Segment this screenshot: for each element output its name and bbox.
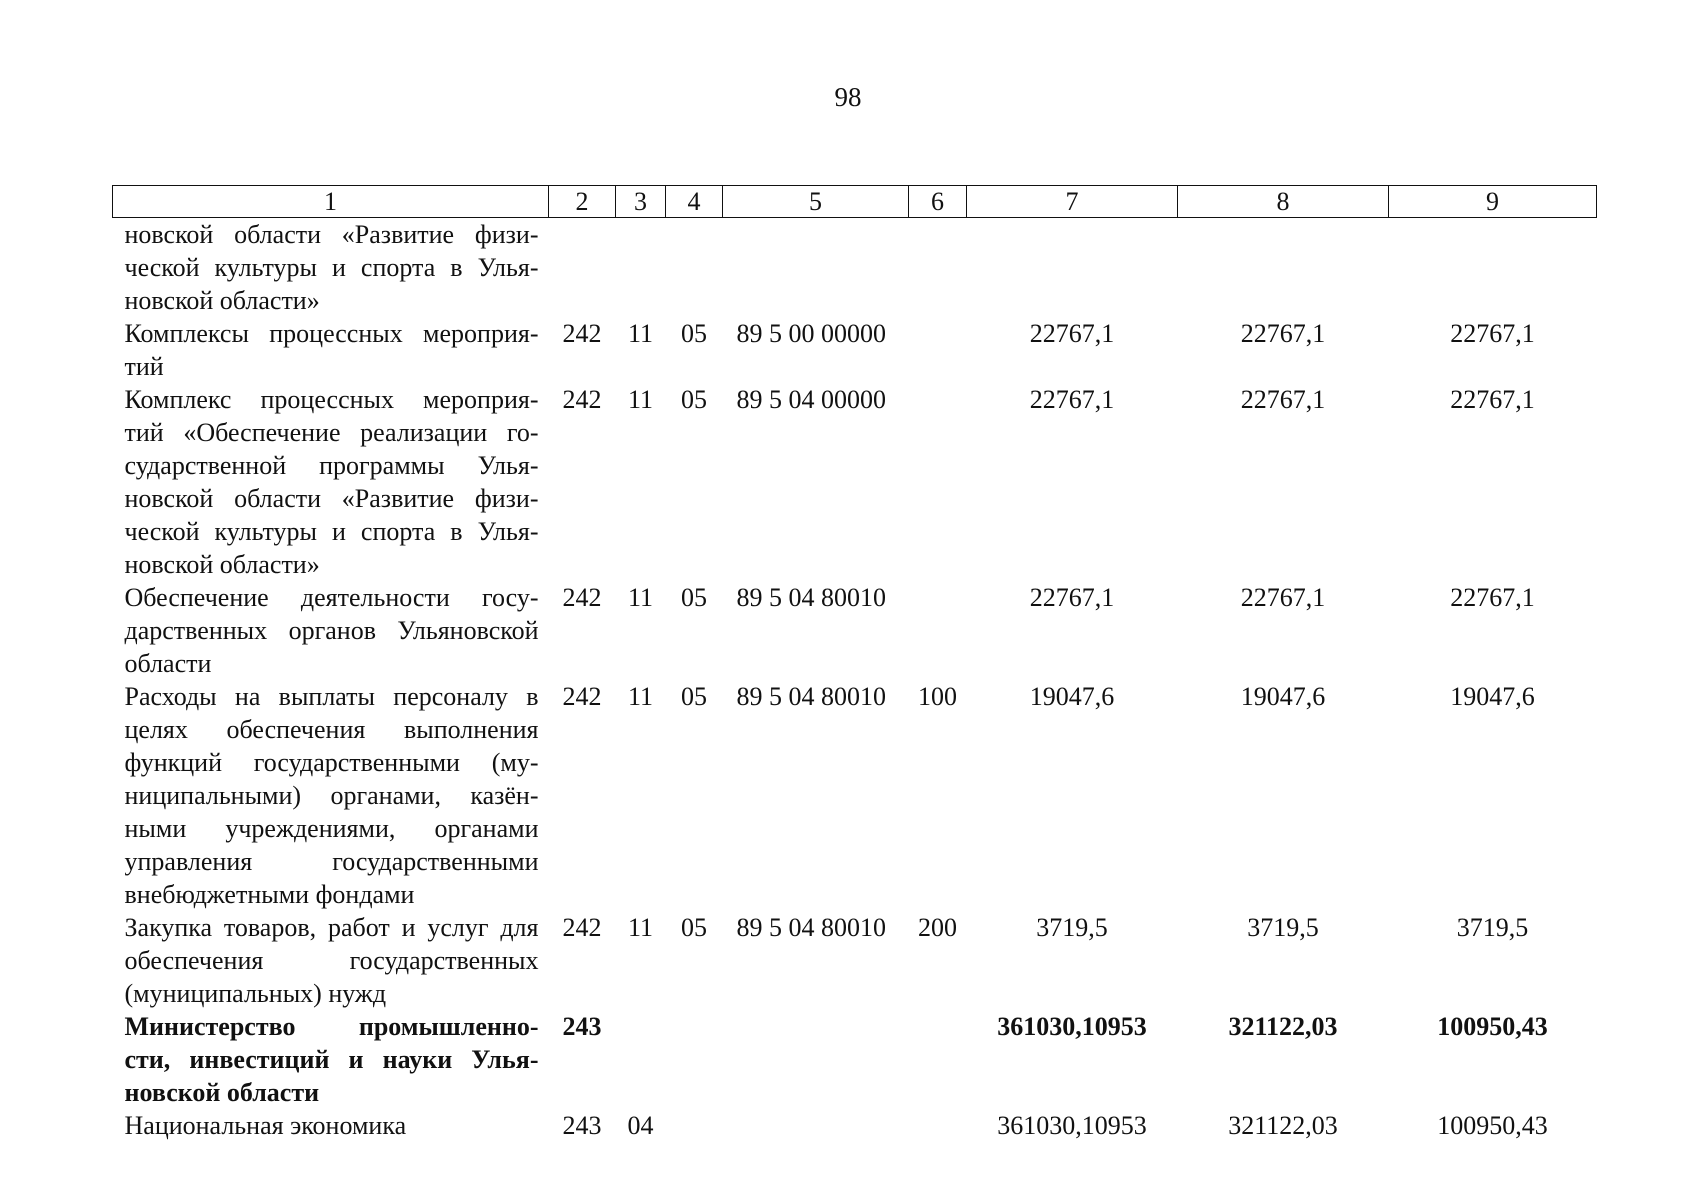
row-name-line: ческой культуры и спорта в Улья- <box>124 517 539 546</box>
row-name-line: Обеспечение деятельности госу- <box>124 583 539 612</box>
table-body <box>113 218 1597 1143</box>
row-name-line: сти, инвестиций и науки Улья- <box>124 1045 539 1074</box>
row-name <box>113 581 549 680</box>
col-section-code: 04 <box>627 1111 654 1140</box>
header-col-3: 3 <box>616 186 666 218</box>
row-name <box>113 911 549 1010</box>
col-amount-8: 22767,1 <box>1240 319 1326 348</box>
col-amount-7: 22767,1 <box>1029 583 1115 612</box>
header-col-4: 4 <box>666 186 723 218</box>
col-subsection-code: 05 <box>681 583 707 612</box>
col-target-article: 89 5 04 00000 <box>736 385 886 414</box>
col-amount-7: 361030,10953 <box>997 1012 1147 1041</box>
col-amount-9: 100950,43 <box>1437 1012 1548 1041</box>
row-name <box>113 1010 549 1109</box>
col-amount-8: 19047,6 <box>1240 682 1326 711</box>
col-subsection-code <box>666 218 723 318</box>
col-expense-type <box>909 1010 967 1109</box>
col-section-code: 11 <box>627 682 654 711</box>
col-expense-type <box>909 581 967 680</box>
row-name-line: новской области» <box>124 286 320 315</box>
col-subsection-code: 05 <box>681 319 707 348</box>
budget-table <box>112 185 1597 1142</box>
col-section-code <box>616 218 666 318</box>
row-name-line: функций государственными (му- <box>124 748 539 777</box>
col-target-article: 89 5 04 80010 <box>736 583 886 612</box>
header-col-5: 5 <box>723 186 909 218</box>
col-amount-8: 22767,1 <box>1240 385 1326 414</box>
col-amount-9: 100950,43 <box>1437 1111 1548 1140</box>
col-ministry-code: 242 <box>562 583 602 612</box>
col-amount-9: 22767,1 <box>1450 385 1535 414</box>
col-ministry-code: 242 <box>562 913 602 942</box>
row-name-line: тий «Обеспечение реализации го- <box>124 418 539 447</box>
col-target-article <box>723 1010 909 1109</box>
col-amount-7 <box>967 218 1178 318</box>
col-expense-type <box>909 383 967 581</box>
col-target-article: 89 5 04 80010 <box>736 913 886 942</box>
header-col-1: 1 <box>113 186 549 218</box>
row-name-line: Закупка товаров, работ и услуг для <box>124 913 539 942</box>
col-ministry-code: 242 <box>562 385 602 414</box>
col-amount-8: 321122,03 <box>1228 1012 1338 1041</box>
row-name-line: ческой культуры и спорта в Улья- <box>124 253 539 282</box>
col-target-article <box>723 218 909 318</box>
row-name-line: (муниципальных) нужд <box>124 979 387 1008</box>
col-amount-9: 19047,6 <box>1450 682 1535 711</box>
table-row <box>113 581 1597 680</box>
col-amount-9: 3719,5 <box>1456 913 1529 942</box>
row-name-line: ниципальными) органами, казён- <box>124 781 539 810</box>
col-section-code: 11 <box>627 913 654 942</box>
row-name-line: новской области» <box>124 550 320 579</box>
col-section-code: 11 <box>627 319 654 348</box>
col-amount-8 <box>1178 218 1389 318</box>
header-col-7: 7 <box>967 186 1178 218</box>
page-number: 98 <box>834 82 862 112</box>
col-subsection-code: 05 <box>681 913 707 942</box>
col-subsection-code: 05 <box>681 385 707 414</box>
header-col-6: 6 <box>909 186 967 218</box>
header-col-2: 2 <box>549 186 616 218</box>
col-amount-9: 22767,1 <box>1450 583 1535 612</box>
row-name-line: обеспечения государственных <box>124 946 539 975</box>
table-row <box>113 383 1597 581</box>
col-target-article: 89 5 00 00000 <box>736 319 886 348</box>
table-row <box>113 1010 1597 1109</box>
table-row <box>113 317 1597 383</box>
row-name-line: сударственной программы Улья- <box>124 451 539 480</box>
col-amount-7: 22767,1 <box>1029 319 1115 348</box>
col-ministry-code: 242 <box>562 319 602 348</box>
header-col-9: 9 <box>1389 186 1597 218</box>
row-name-line: ными учреждениями, органами <box>124 814 539 843</box>
col-amount-8: 321122,03 <box>1228 1111 1338 1140</box>
row-name-line: Расходы на выплаты персоналу в <box>124 682 539 711</box>
col-amount-8: 22767,1 <box>1240 583 1326 612</box>
row-name <box>113 680 549 911</box>
col-subsection-code <box>666 1010 723 1109</box>
header-row <box>113 186 1597 218</box>
row-name-line: управления государственными <box>124 847 539 876</box>
row-name-line: целях обеспечения выполнения <box>124 715 539 744</box>
col-ministry-code: 243 <box>562 1111 602 1140</box>
col-section-code: 11 <box>627 385 654 414</box>
row-name-line: Комплекс процессных мероприя- <box>124 385 539 414</box>
col-amount-9 <box>1389 218 1597 318</box>
table-row <box>113 911 1597 1010</box>
col-expense-type <box>909 317 967 383</box>
col-amount-7: 19047,6 <box>1029 682 1115 711</box>
col-section-code: 11 <box>627 583 654 612</box>
col-subsection-code: 05 <box>681 682 707 711</box>
col-expense-type: 200 <box>918 913 957 942</box>
col-amount-7: 3719,5 <box>1036 913 1108 942</box>
col-ministry-code <box>549 218 616 318</box>
col-ministry-code: 243 <box>562 1012 602 1041</box>
row-name-line: внебюджетными фондами <box>124 880 415 909</box>
row-name-line: Национальная экономика <box>124 1111 407 1140</box>
table-row <box>113 680 1597 911</box>
col-target-article: 89 5 04 80010 <box>736 682 886 711</box>
col-ministry-code: 242 <box>562 682 602 711</box>
col-amount-8: 3719,5 <box>1247 913 1319 942</box>
row-name-line: тий <box>124 352 164 381</box>
row-name-line: новской области «Развитие физи- <box>124 484 539 513</box>
row-name-line: дарственных органов Ульяновской <box>124 616 539 645</box>
col-section-code <box>616 1010 666 1109</box>
col-amount-9: 22767,1 <box>1450 319 1535 348</box>
col-expense-type <box>909 218 967 318</box>
row-name-line: области <box>124 649 212 678</box>
row-name-line: Комплексы процессных мероприя- <box>124 319 539 348</box>
row-name-line: Министерство промышленно- <box>124 1012 539 1041</box>
col-expense-type: 100 <box>918 682 957 711</box>
table-row <box>113 218 1597 318</box>
col-amount-7: 22767,1 <box>1029 385 1115 414</box>
col-expense-type <box>909 1109 967 1142</box>
col-subsection-code <box>666 1109 723 1142</box>
table-row <box>113 1109 1597 1142</box>
row-name <box>113 383 549 581</box>
row-name-line: новской области <box>124 1078 320 1107</box>
row-name <box>113 317 549 383</box>
row-name-line: новской области «Развитие физи- <box>124 220 539 249</box>
row-name <box>113 1109 549 1142</box>
table-header <box>113 186 1597 218</box>
col-target-article <box>723 1109 909 1142</box>
header-col-8: 8 <box>1178 186 1389 218</box>
col-amount-7: 361030,10953 <box>997 1111 1147 1140</box>
row-name <box>113 218 549 318</box>
